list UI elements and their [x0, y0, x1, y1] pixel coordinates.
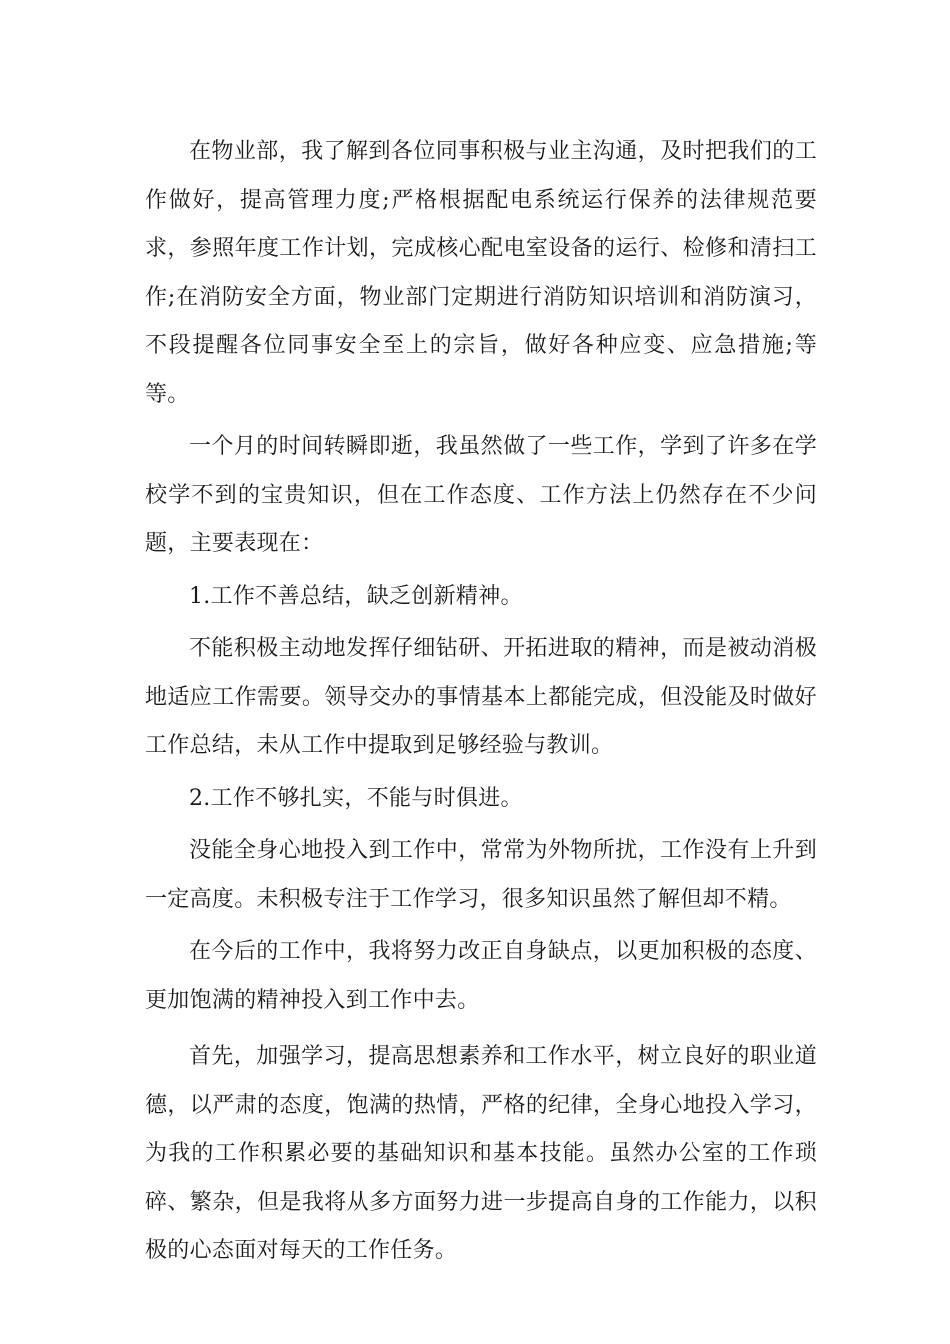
- paragraph-first-strengthen-learning: 首先，加强学习，提高思想素养和工作水平，树立良好的职业道德，以严肃的态度，饱满的热情，严格的纪律，全身心地投入学习，为我的工作积累必要的基础知识和基本技能。虽然办公室的工作琐碎、繁杂，但是我将从多方面努力进一步提高自身的工作能力，以积极的心态面对每天的工作任务。: [145, 1044, 817, 1263]
- document-body: [145, 128, 817, 1276]
- paragraph-issue-1-detail: 不能积极主动地发挥仔细钻研、开拓进取的精神，而是被动消极地适应工作需要。领导交办的事情基本上都能完成，但没能及时做好工作总结，未从工作中提取到足够经验与教训。: [145, 636, 817, 758]
- paragraph-future-plan: 在今后的工作中，我将努力改正自身缺点，以更加积极的态度、更加饱满的精神投入到工作中去。: [145, 939, 817, 1013]
- paragraph-month-review: 一个月的时间转瞬即逝，我虽然做了一些工作，学到了许多在学校学不到的宝贵知识，但在工作态度、工作方法上仍然存在不少问题，主要表现在：: [145, 434, 817, 556]
- paragraph-issue-2-detail: 没能全身心地投入到工作中，常常为外物所扰，工作没有上升到一定高度。未积极专注于工作学习，很多知识虽然了解但却不精。: [145, 838, 817, 912]
- heading-issue-2: 2.工作不够扎实，不能与时俱进。: [189, 785, 523, 811]
- paragraph-property-department: 在物业部，我了解到各位同事积极与业主沟通，及时把我们的工作做好，提高管理力度;严格根据配电系统运行保养的法律规范要求，参照年度工作计划，完成核心配电室设备的运行、检修和清扫工作;在消防安全方面，物业部门定期进行消防知识培训和消防演习，不段提醒各位同事安全至上的宗旨，做好各种应变、应急措施;等等。: [145, 139, 817, 407]
- heading-issue-1: 1.工作不善总结，缺乏创新精神。: [189, 583, 523, 609]
